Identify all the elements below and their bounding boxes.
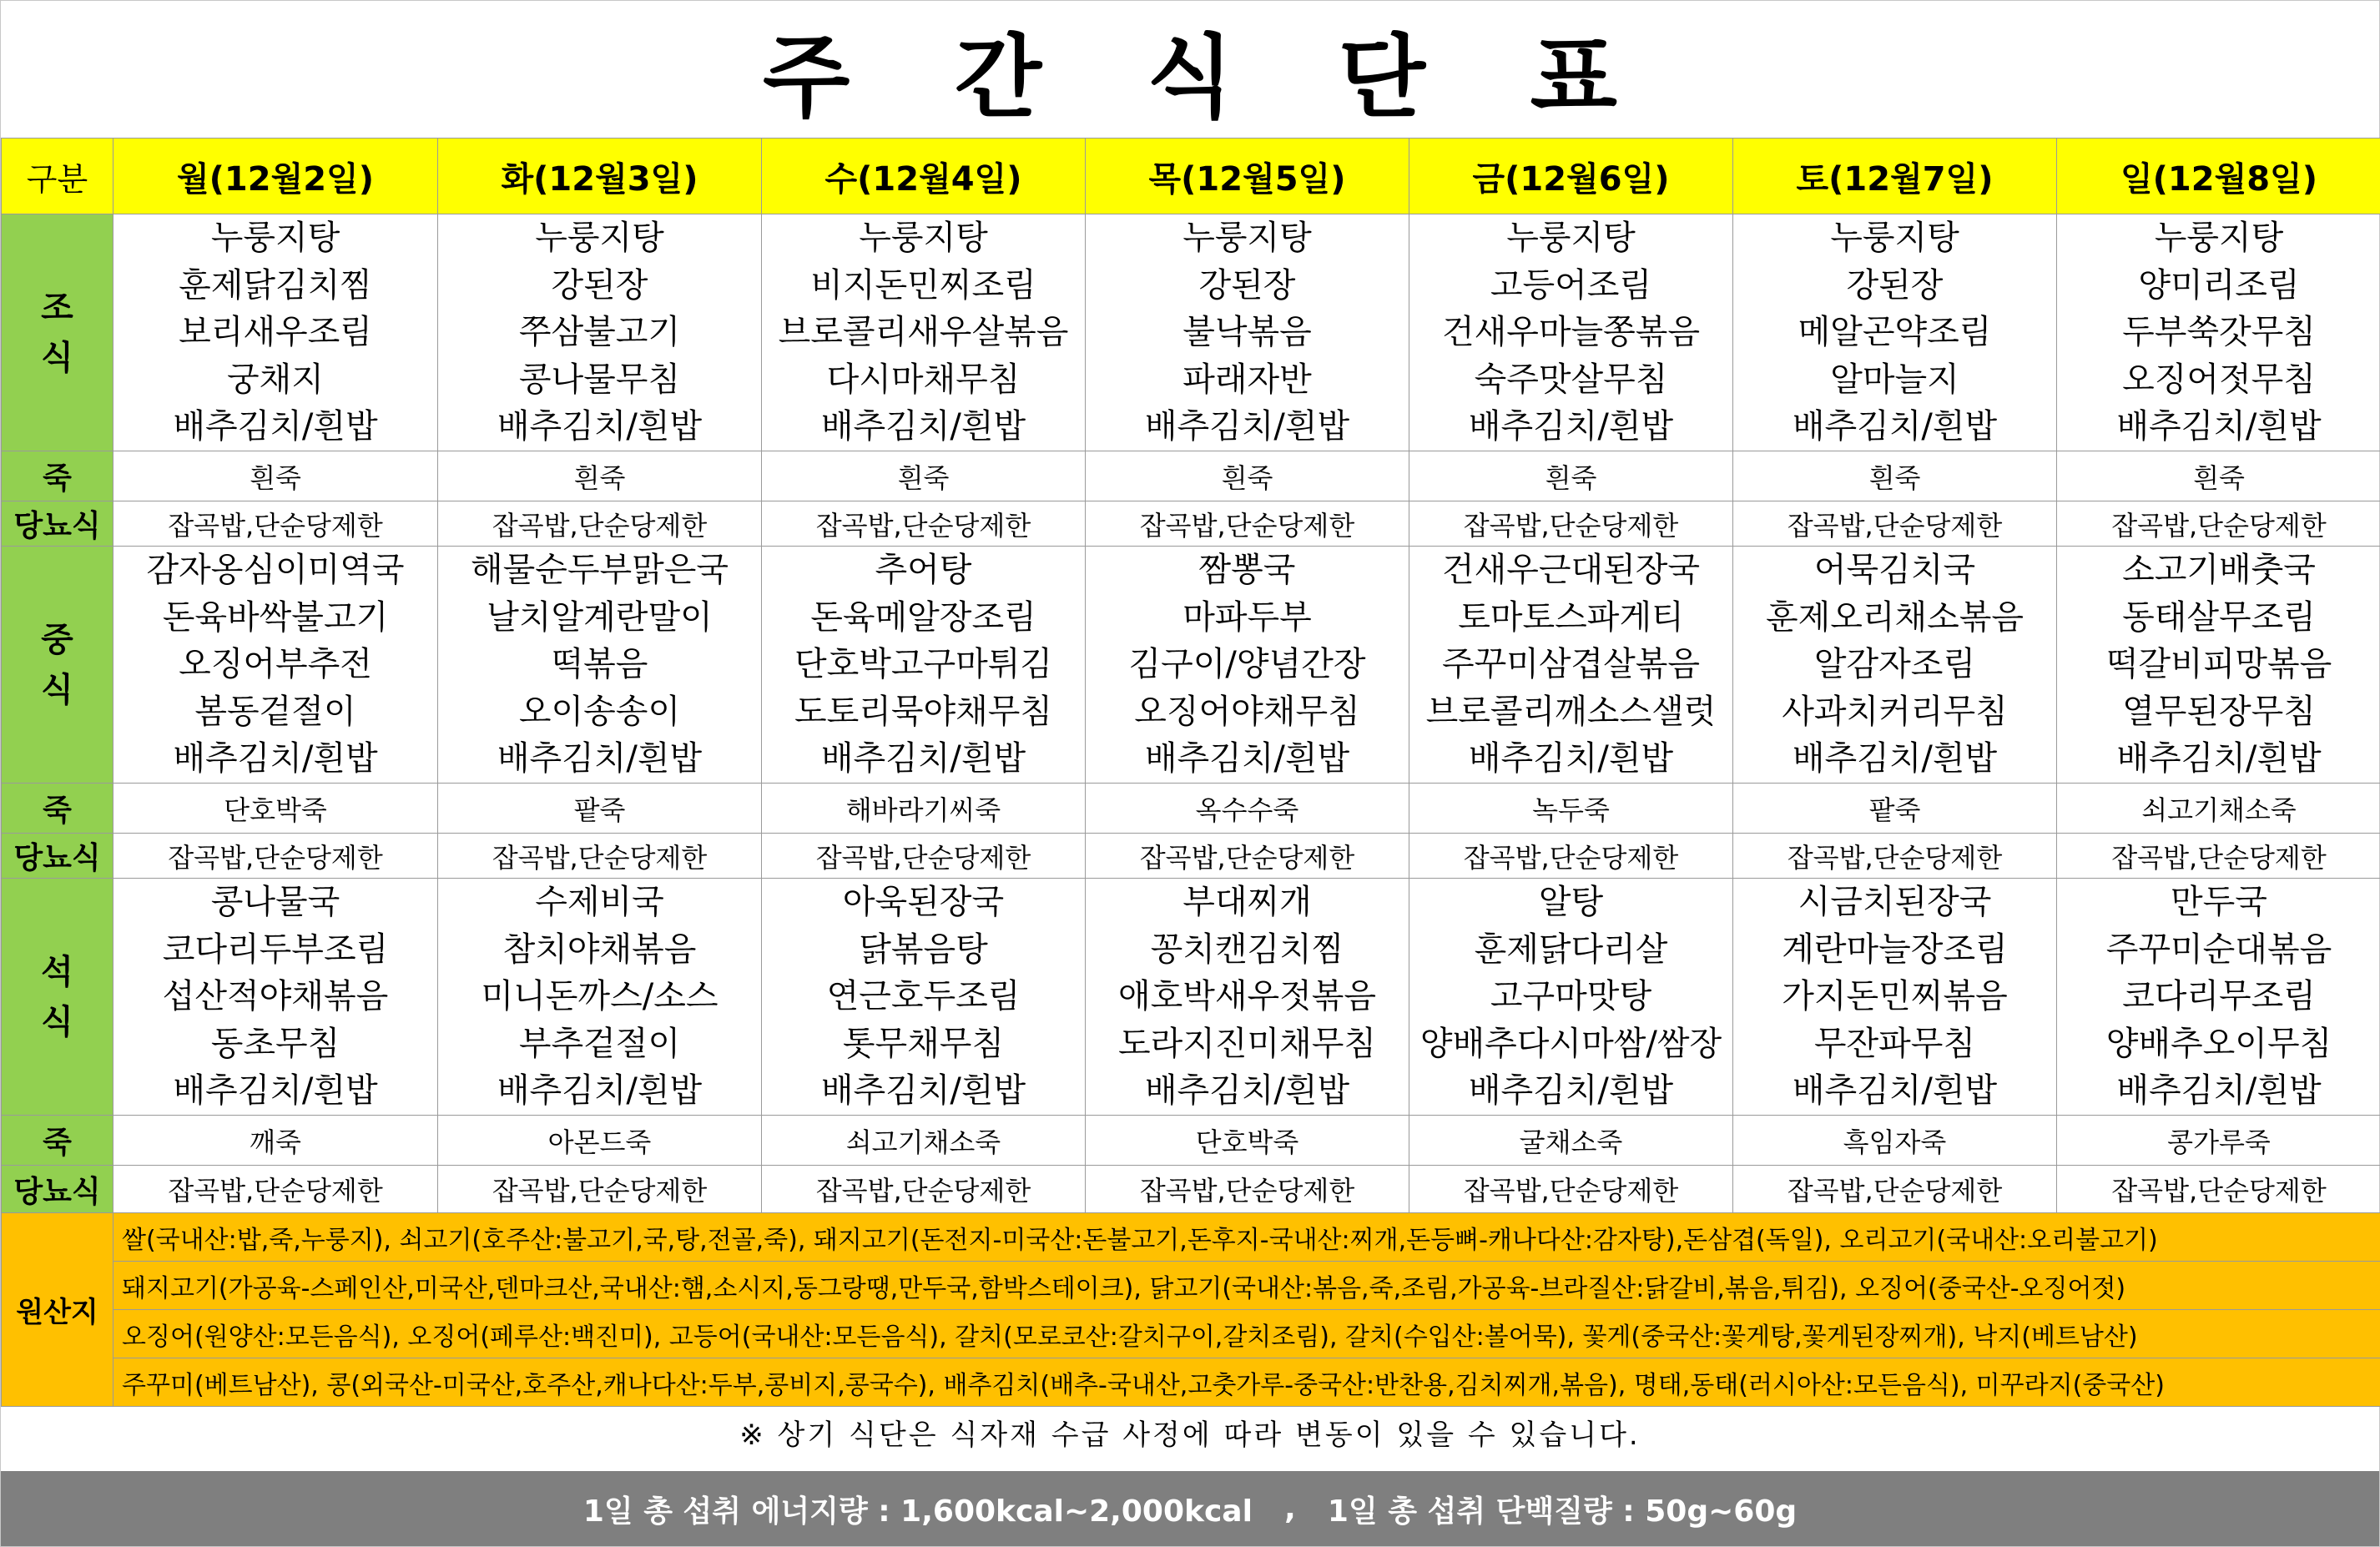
menu-item: 훈제닭다리살 — [1474, 930, 1668, 969]
menu-item: 누룽지탕 — [2154, 219, 2284, 258]
menu-item: 오이송송이 — [518, 692, 681, 731]
origin-line: 오징어(원양산:모든음식), 오징어(페루산:백진미), 고등어(국내산:모든음식), 갈치(모로코산:갈치구이,갈치조림), 갈치(수입산:볼어묵), 꽃게(중국산:꽃게탕,꽃게된장찌개), 낙지(베트남산) — [113, 1310, 2380, 1358]
diabetic-cell: 잡곡밥,단순당제한 — [1733, 834, 2057, 879]
breakfast-cell — [438, 214, 762, 451]
menu-item: 어묵김치국 — [1813, 551, 1976, 590]
dinner-label-char: 식 — [41, 1002, 73, 1041]
breakfast-cell — [1733, 214, 2057, 451]
origin-line: 주꾸미(베트남산), 콩(외국산-미국산,호주산,캐나다산:두부,콩비지,콩국수), 배추김치(배추-국내산,고춧가루-중국산:반찬용,김치찌개,볶음), 명태,동태(러시아산:모든음식), 미꾸라지(중국산) — [113, 1358, 2380, 1407]
header-day: 금(12월6일) — [1409, 139, 1733, 214]
menu-item: 주꾸미삼겹살볶음 — [1441, 645, 1701, 684]
diabetic-cell: 잡곡밥,단순당제한 — [1086, 501, 1409, 547]
menu-item: 열무된장무침 — [2122, 692, 2316, 731]
porridge-cell: 깨죽 — [113, 1116, 438, 1166]
porridge-cell: 아몬드죽 — [438, 1116, 762, 1166]
lunch-cell — [1733, 547, 2057, 784]
menu-item: 단호박고구마튀김 — [794, 645, 1053, 684]
porridge-cell: 쇠고기채소죽 — [2057, 784, 2380, 834]
menu-item: 건새우근대된장국 — [1441, 551, 1701, 590]
lunch-label-char: 중 — [41, 620, 73, 659]
lunch-cell — [1086, 547, 1409, 784]
breakfast-label-char: 식 — [41, 338, 73, 377]
menu-item: 연근호두조림 — [826, 977, 1021, 1016]
origin-row — [2, 1310, 2380, 1358]
menu-item: 토마토스파게티 — [1458, 597, 1684, 637]
porridge-cell: 흑임자죽 — [1733, 1116, 2057, 1166]
diabetic-cell: 잡곡밥,단순당제한 — [2057, 1166, 2380, 1213]
menu-item: 배추김치/흰밥 — [1792, 739, 1998, 779]
diabetic-cell: 잡곡밥,단순당제한 — [113, 1166, 438, 1213]
menu-item: 양배추다시마쌈/쌈장 — [1419, 1024, 1722, 1063]
diabetic-label: 당뇨식 — [2, 1166, 113, 1213]
diabetic-cell: 잡곡밥,단순당제한 — [762, 501, 1086, 547]
diabetic-cell: 잡곡밥,단순당제한 — [113, 834, 438, 879]
menu-table — [1, 138, 2380, 1407]
dinner-cell — [2057, 879, 2380, 1116]
menu-item: 콩나물무침 — [518, 360, 681, 399]
menu-item: 배추김치/흰밥 — [1792, 1071, 1998, 1111]
menu-item: 부추겉절이 — [518, 1024, 681, 1063]
header-day: 수(12월4일) — [762, 139, 1086, 214]
breakfast-cell — [2057, 214, 2380, 451]
breakfast-cell — [1409, 214, 1733, 451]
menu-item: 훈제닭김치찜 — [179, 265, 372, 305]
menu-item: 배추김치/흰밥 — [497, 1071, 703, 1111]
menu-item: 훈제오리채소볶음 — [1765, 597, 2025, 637]
origin-line: 쌀(국내산:밥,죽,누룽지), 쇠고기(호주산:불고기,국,탕,전골,죽), 돼지고기(돈전지-미국산:돈불고기,돈후지-국내산:찌개,돈등뼈-캐나다산:감자탕),돈삼겹(독일), 오리고기(국내산:오리불고기) — [113, 1213, 2380, 1262]
menu-item: 마파두부 — [1182, 597, 1312, 637]
menu-item: 궁채지 — [227, 360, 324, 399]
menu-item: 숙주맛살무침 — [1474, 360, 1668, 399]
breakfast-cell — [113, 214, 438, 451]
menu-item: 누룽지탕 — [210, 219, 340, 258]
menu-item: 수제비국 — [535, 883, 664, 922]
header-row — [2, 139, 2380, 214]
menu-item: 다시마채무침 — [826, 360, 1021, 399]
menu-item: 가지돈민찌볶음 — [1782, 977, 2008, 1016]
porridge-label: 죽 — [2, 1116, 113, 1166]
menu-item: 미니돈까스/소스 — [481, 977, 719, 1016]
header-gubun: 구분 — [2, 139, 113, 214]
porridge-cell: 팥죽 — [1733, 784, 2057, 834]
dinner-row — [2, 879, 2380, 1116]
menu-item: 오징어젓무침 — [2122, 360, 2316, 399]
diabetic-cell: 잡곡밥,단순당제한 — [2057, 501, 2380, 547]
menu-item: 누룽지탕 — [1830, 219, 1959, 258]
menu-item: 강된장 — [1846, 265, 1944, 305]
menu-item: 누룽지탕 — [859, 219, 988, 258]
diabetic-cell: 잡곡밥,단순당제한 — [762, 834, 1086, 879]
menu-item: 시금치된장국 — [1798, 883, 1992, 922]
menu-item: 배추김치/흰밥 — [173, 739, 378, 779]
menu-item: 파래자반 — [1182, 360, 1312, 399]
menu-item: 누룽지탕 — [1506, 219, 1636, 258]
menu-item: 돈육메알장조림 — [810, 597, 1036, 637]
porridge-cell: 녹두죽 — [1409, 784, 1733, 834]
breakfast-diabetic-row — [2, 501, 2380, 547]
lunch-row — [2, 547, 2380, 784]
menu-item: 쭈삼불고기 — [518, 313, 681, 352]
menu-item: 참치야채볶음 — [502, 930, 697, 969]
dinner-cell — [438, 879, 762, 1116]
breakfast-cell — [1086, 214, 1409, 451]
lunch-porridge-row — [2, 784, 2380, 834]
menu-item: 배추김치/흰밥 — [2116, 1071, 2322, 1111]
menu-item: 누룽지탕 — [1182, 219, 1312, 258]
protein-intake: 1일 총 섭취 단백질량 : 50g~60g — [1327, 1494, 1798, 1529]
porridge-cell: 흰죽 — [762, 451, 1086, 501]
menu-item: 배추김치/흰밥 — [1144, 1071, 1350, 1111]
porridge-cell: 팥죽 — [438, 784, 762, 834]
menu-item: 비지돈민찌조림 — [810, 265, 1036, 305]
menu-item: 도토리묵야채무침 — [794, 692, 1053, 731]
diabetic-cell: 잡곡밥,단순당제한 — [1733, 501, 2057, 547]
menu-item: 불낙볶음 — [1182, 313, 1312, 352]
dinner-cell — [1733, 879, 2057, 1116]
page-title: 주 간 식 단 표 — [762, 25, 1655, 130]
origin-line: 돼지고기(가공육-스페인산,미국산,덴마크산,국내산:햄,소시지,동그랑땡,만두국,함박스테이크), 닭고기(국내산:볶음,죽,조림,가공육-브라질산:닭갈비,볶음,튀김), 오징어(중국산-오징어젓) — [113, 1262, 2380, 1310]
diabetic-cell: 잡곡밥,단순당제한 — [113, 501, 438, 547]
energy-intake: 1일 총 섭취 에너지량 : 1,600kcal~2,000kcal — [582, 1494, 1253, 1529]
breakfast-row — [2, 214, 2380, 451]
diabetic-cell: 잡곡밥,단순당제한 — [2057, 834, 2380, 879]
porridge-cell: 흰죽 — [113, 451, 438, 501]
menu-item: 오징어야채무침 — [1134, 692, 1360, 731]
menu-item: 메알곤약조림 — [1798, 313, 1992, 352]
menu-item: 강된장 — [1198, 265, 1296, 305]
header-day: 토(12월7일) — [1733, 139, 2057, 214]
menu-item: 만두국 — [2171, 883, 2267, 922]
menu-item: 떡갈비피망볶음 — [2105, 645, 2332, 684]
menu-item: 브로콜리깨소스샐럿 — [1425, 692, 1717, 731]
menu-item: 강된장 — [551, 265, 648, 305]
porridge-cell: 쇠고기채소죽 — [762, 1116, 1086, 1166]
dinner-cell — [1409, 879, 1733, 1116]
origin-row — [2, 1262, 2380, 1310]
menu-item: 주꾸미순대볶음 — [2105, 930, 2332, 969]
menu-item: 브로콜리새우살볶음 — [778, 313, 1069, 352]
lunch-label — [2, 547, 113, 784]
menu-item: 감자옹심이미역국 — [146, 551, 405, 590]
breakfast-label — [2, 214, 113, 451]
menu-item: 동초무침 — [210, 1024, 340, 1063]
lunch-cell — [438, 547, 762, 784]
menu-item: 닭볶음탕 — [859, 930, 988, 969]
menu-item: 고구마맛탕 — [1490, 977, 1652, 1016]
menu-item: 해물순두부맑은국 — [470, 551, 729, 590]
porridge-cell: 콩가루죽 — [2057, 1116, 2380, 1166]
header-day: 일(12월8일) — [2057, 139, 2380, 214]
lunch-diabetic-row — [2, 834, 2380, 879]
menu-item: 소고기배춧국 — [2122, 551, 2316, 590]
menu-item: 배추김치/흰밥 — [173, 407, 378, 446]
menu-item: 알마늘지 — [1830, 360, 1959, 399]
menu-item: 배추김치/흰밥 — [1468, 1071, 1674, 1111]
menu-item: 코다리두부조림 — [162, 930, 389, 969]
menu-item: 코다리무조림 — [2122, 977, 2316, 1016]
diabetic-label: 당뇨식 — [2, 501, 113, 547]
menu-item: 떡볶음 — [551, 645, 648, 684]
menu-item: 부대찌개 — [1182, 883, 1312, 922]
porridge-label: 죽 — [2, 784, 113, 834]
diabetic-cell: 잡곡밥,단순당제한 — [1086, 1166, 1409, 1213]
notice-text: ※ 상기 식단은 식자재 수급 사정에 따라 변동이 있을 수 있습니다. — [739, 1418, 1641, 1452]
porridge-cell: 흰죽 — [438, 451, 762, 501]
menu-item: 양배추오이무침 — [2105, 1024, 2332, 1063]
menu-item: 애호박새우젓볶음 — [1117, 977, 1377, 1016]
diabetic-label: 당뇨식 — [2, 834, 113, 879]
diabetic-cell: 잡곡밥,단순당제한 — [1733, 1166, 2057, 1213]
breakfast-porridge-row — [2, 451, 2380, 501]
porridge-cell: 흰죽 — [1086, 451, 1409, 501]
porridge-cell: 단호박죽 — [1086, 1116, 1409, 1166]
diabetic-cell: 잡곡밥,단순당제한 — [438, 501, 762, 547]
menu-item: 아욱된장국 — [842, 883, 1005, 922]
menu-item: 도라지진미채무침 — [1117, 1024, 1377, 1063]
menu-item: 섭산적야채볶음 — [162, 977, 389, 1016]
menu-item: 배추김치/흰밥 — [2116, 407, 2322, 446]
origin-label: 원산지 — [2, 1213, 113, 1407]
menu-item: 배추김치/흰밥 — [1144, 407, 1350, 446]
diabetic-cell: 잡곡밥,단순당제한 — [1409, 501, 1733, 547]
diabetic-cell: 잡곡밥,단순당제한 — [1409, 834, 1733, 879]
porridge-label: 죽 — [2, 451, 113, 501]
diabetic-cell: 잡곡밥,단순당제한 — [1086, 834, 1409, 879]
menu-item: 배추김치/흰밥 — [1468, 739, 1674, 779]
menu-item: 김구이/양념간장 — [1128, 645, 1366, 684]
dinner-diabetic-row — [2, 1166, 2380, 1213]
breakfast-cell — [762, 214, 1086, 451]
menu-item: 알감자조림 — [1813, 645, 1976, 684]
dinner-cell — [113, 879, 438, 1116]
lunch-cell — [1409, 547, 1733, 784]
footer-separator: , — [1284, 1491, 1296, 1526]
lunch-cell — [762, 547, 1086, 784]
menu-item: 배추김치/흰밥 — [173, 1071, 378, 1111]
diabetic-cell: 잡곡밥,단순당제한 — [438, 1166, 762, 1213]
menu-item: 봄동겉절이 — [194, 692, 356, 731]
menu-item: 고등어조림 — [1490, 265, 1652, 305]
menu-item: 배추김치/흰밥 — [820, 739, 1026, 779]
dinner-porridge-row — [2, 1116, 2380, 1166]
menu-item: 배추김치/흰밥 — [497, 739, 703, 779]
menu-item: 무잔파무침 — [1813, 1024, 1976, 1063]
porridge-cell: 흰죽 — [1409, 451, 1733, 501]
breakfast-label-char: 조 — [41, 288, 73, 327]
header-day: 월(12월2일) — [113, 139, 438, 214]
menu-item: 보리새우조림 — [179, 313, 372, 352]
menu-item: 꽁치캔김치찜 — [1150, 930, 1344, 969]
porridge-cell: 해바라기씨죽 — [762, 784, 1086, 834]
header-day: 목(12월5일) — [1086, 139, 1409, 214]
lunch-cell — [2057, 547, 2380, 784]
diabetic-cell: 잡곡밥,단순당제한 — [762, 1166, 1086, 1213]
menu-item: 짬뽕국 — [1198, 551, 1296, 590]
header-day: 화(12월3일) — [438, 139, 762, 214]
porridge-cell: 흰죽 — [1733, 451, 2057, 501]
menu-item: 계란마늘장조림 — [1782, 930, 2008, 969]
origin-row — [2, 1358, 2380, 1407]
lunch-label-char: 식 — [41, 670, 73, 709]
dinner-label-char: 석 — [41, 952, 73, 991]
porridge-cell: 흰죽 — [2057, 451, 2380, 501]
menu-item: 동태살무조림 — [2122, 597, 2316, 637]
menu-item: 배추김치/흰밥 — [1468, 407, 1674, 446]
dinner-cell — [1086, 879, 1409, 1116]
menu-item: 배추김치/흰밥 — [2116, 739, 2322, 779]
menu-item: 배추김치/흰밥 — [497, 407, 703, 446]
menu-item: 배추김치/흰밥 — [820, 1071, 1026, 1111]
menu-item: 배추김치/흰밥 — [1144, 739, 1350, 779]
menu-item: 톳무채무침 — [842, 1024, 1005, 1063]
porridge-cell: 굴채소죽 — [1409, 1116, 1733, 1166]
porridge-cell: 옥수수죽 — [1086, 784, 1409, 834]
menu-item: 알탕 — [1538, 883, 1604, 922]
dinner-cell — [762, 879, 1086, 1116]
diabetic-cell: 잡곡밥,단순당제한 — [1409, 1166, 1733, 1213]
origin-row — [2, 1213, 2380, 1262]
menu-item: 건새우마늘쫑볶음 — [1441, 313, 1701, 352]
menu-item: 오징어부추전 — [179, 645, 372, 684]
nutrition-footer — [1, 1471, 2379, 1546]
lunch-cell — [113, 547, 438, 784]
menu-item: 양미리조림 — [2138, 265, 2300, 305]
menu-item: 날치알계란말이 — [487, 597, 713, 637]
porridge-cell: 단호박죽 — [113, 784, 438, 834]
menu-item: 배추김치/흰밥 — [820, 407, 1026, 446]
menu-item: 추어탕 — [875, 551, 972, 590]
menu-item: 배추김치/흰밥 — [1792, 407, 1998, 446]
dinner-label — [2, 879, 113, 1116]
diabetic-cell: 잡곡밥,단순당제한 — [438, 834, 762, 879]
menu-item: 사과치커리무침 — [1782, 692, 2008, 731]
menu-item: 두부쑥갓무침 — [2122, 313, 2316, 352]
menu-item: 콩나물국 — [210, 883, 340, 922]
menu-item: 누룽지탕 — [535, 219, 664, 258]
menu-item: 돈육바싹불고기 — [162, 597, 389, 637]
